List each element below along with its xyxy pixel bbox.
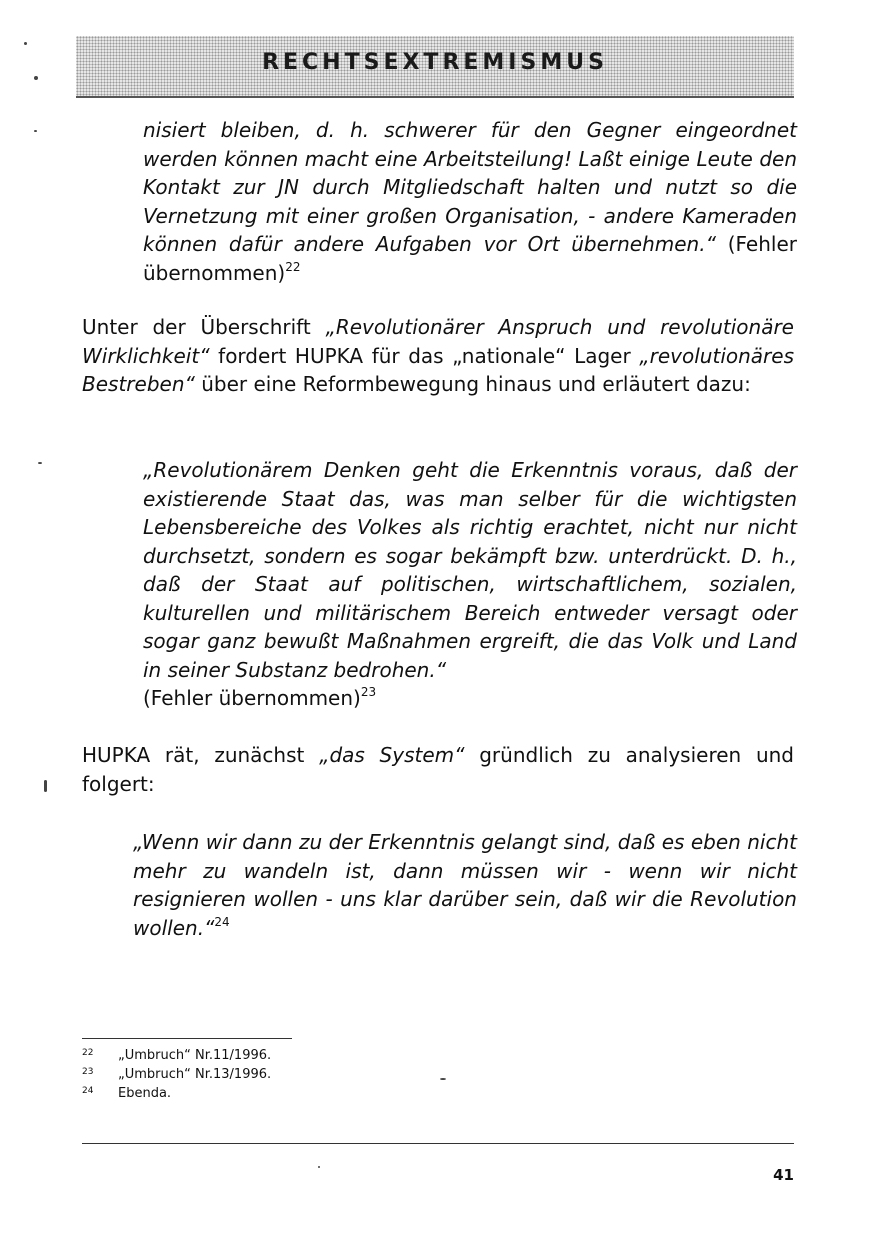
footnote-number: 22 xyxy=(82,1048,94,1058)
footnote-ref-22: 22 xyxy=(285,259,301,274)
footnote-text: „Umbruch“ Nr.13/1996. xyxy=(118,1067,272,1082)
footnote-rule xyxy=(82,1038,292,1039)
footnote-23 xyxy=(82,1065,482,1084)
scan-speck xyxy=(38,462,42,464)
paragraph-1-text-a: Unter der Überschrift xyxy=(82,315,326,339)
paragraph-1-text-b: fordert HUPKA für das „nationale“ Lager xyxy=(209,343,640,368)
paragraph-1-text-c: über eine Reformbewegung hinaus und erläutert dazu: xyxy=(194,372,751,396)
footnotes xyxy=(82,1046,482,1103)
paragraph-2-text-b: gründlich zu analysieren und folgert: xyxy=(82,743,795,796)
scan-speck xyxy=(44,780,47,792)
footnote-22 xyxy=(82,1046,482,1065)
footnote-24 xyxy=(82,1084,482,1103)
quote-block-3 xyxy=(133,828,797,942)
paragraph-2-emphasis-a: „das System“ xyxy=(319,743,465,767)
quote-2-text: „Revolutionärem Denken geht die Erkenntnis voraus, daß der existierende Staat das, was man selber für die wichtigsten Lebensbereiche des Volkes als richtig erachtet, nicht nur nicht durchsetzt, sondern es sogar bekämpft bzw. unterdrückt. D. h., daß der Staat auf politischen, wirtschaftlichem, sozialen, kulturellen und militärischem Bereich entweder versagt oder sogar ganz bewußt Maßnahmen ergreift, die das Volk und Land in seiner Substanz bedrohen.“ xyxy=(143,458,797,682)
quote-1-note: (Fehler übernommen) xyxy=(143,232,797,285)
bottom-rule xyxy=(82,1143,794,1144)
scan-speck xyxy=(318,1166,320,1168)
scan-speck xyxy=(34,76,38,80)
page-number: 41 xyxy=(773,1166,794,1184)
quote-1-text: nisiert bleiben, d. h. schwerer für den Gegner eingeordnet werden können macht eine Arbeitsteilung! Laßt einige Leute den Kontakt zur JN durch Mitgliedschaft halten und nutzt so die Vernetzung mit einer großen Organisation, - andere Kameraden können dafür andere Aufgaben vor Ort übernehmen.“ xyxy=(143,118,797,256)
paragraph-1-emphasis-a: „Revolutionärer Anspruch und revolutionäre Wirklichkeit“ xyxy=(82,315,794,368)
footnote-text: „Umbruch“ Nr.11/1996. xyxy=(118,1048,272,1063)
footnote-text: Ebenda. xyxy=(118,1086,172,1101)
scan-speck xyxy=(34,130,37,132)
quote-block-2 xyxy=(143,456,797,713)
page-header-title: RECHTSEXTREMISMUS xyxy=(262,50,608,75)
paragraph-1-emphasis-b: „revolutionäres Bestreben“ xyxy=(82,343,794,396)
paragraph-2 xyxy=(82,741,794,798)
scan-speck xyxy=(24,42,27,45)
footnote-ref-23: 23 xyxy=(360,685,377,699)
quote-2-note: (Fehler übernommen) xyxy=(143,686,361,710)
footnote-ref-24: 24 xyxy=(214,914,230,929)
quote-block-1 xyxy=(143,116,797,287)
quote-3-text: „Wenn wir dann zu der Erkenntnis gelangt sind, daß es eben nicht mehr zu wandeln ist, dann müssen wir - wenn wir nicht resignieren wollen - uns klar darüber sein, daß wir die Revolution wollen.“ xyxy=(133,830,797,940)
header-rule xyxy=(76,96,794,98)
paragraph-1 xyxy=(82,313,794,399)
footnote-number: 24 xyxy=(82,1086,94,1096)
paragraph-2-text-a: HUPKA rät, zunächst xyxy=(82,743,320,767)
footnote-number: 23 xyxy=(82,1067,94,1077)
scan-speck xyxy=(440,1078,446,1080)
